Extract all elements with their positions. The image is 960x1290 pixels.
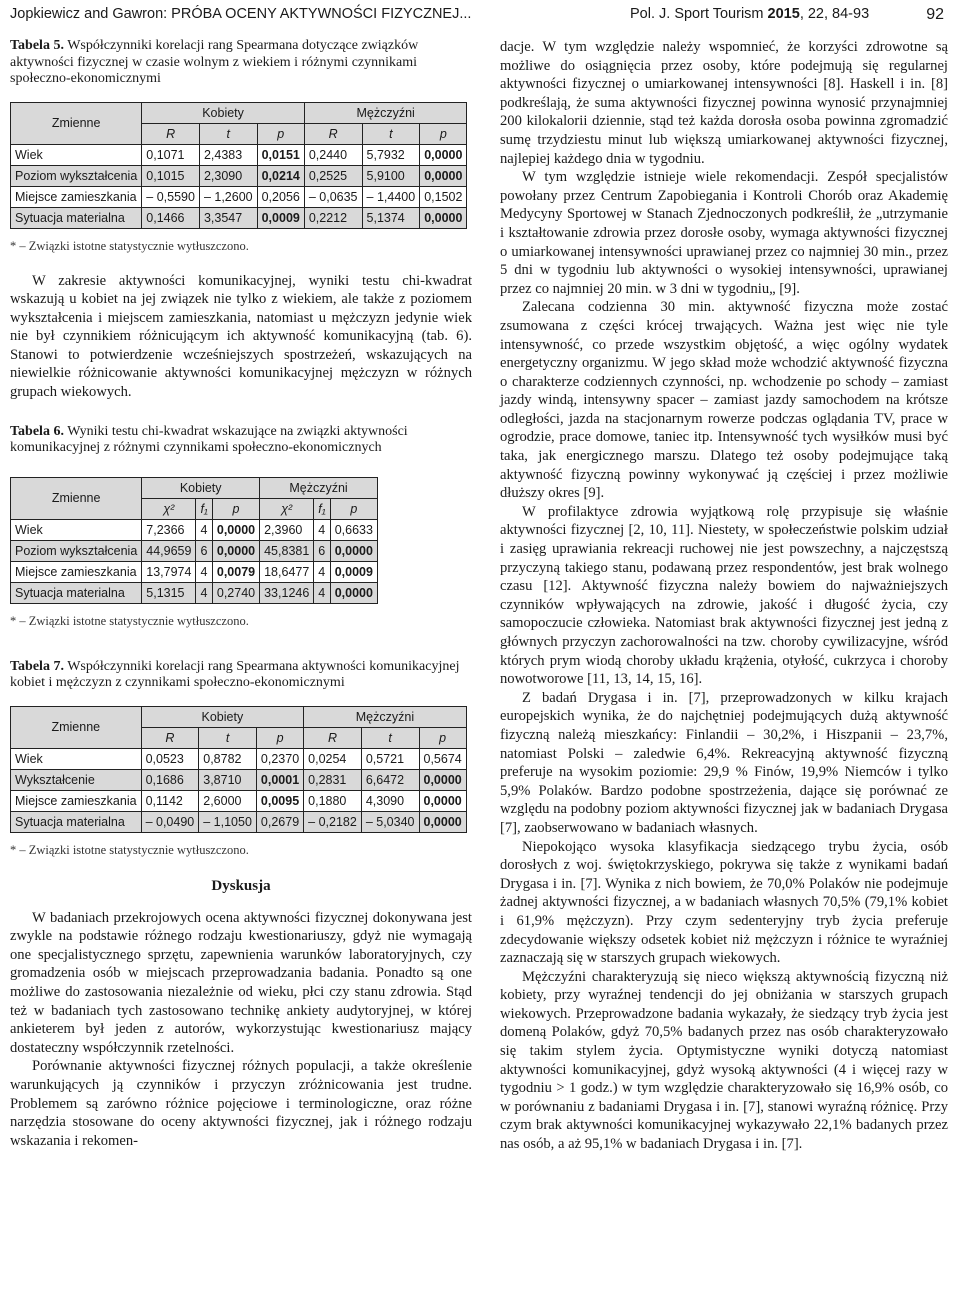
table-cell: 0,0214 bbox=[257, 165, 304, 186]
table-cell: 5,7932 bbox=[362, 144, 420, 165]
table-cell: 0,0000 bbox=[212, 540, 259, 561]
paragraph-discussion-2: Porównanie aktywności fizycznej różnych populacji, a także określenie warunkujących ją czynników i przyczyn zróżnicowania jest trudne. Problemem są zarówno różnice pojęciowe i terminologiczne, oraz różne narzędzia stosowane do oceny aktywności fizycznej, jak i różnego rodzaju wskazania i rekomen- bbox=[10, 1058, 472, 1149]
paragraph-right-3: Zalecana codzienna 30 min. aktywność fizyczna może zostać zsumowana z części krócej trwających. Ważna jest więc nie tyle intensywność, co przede wszystkim objętość, a więc ogólny wydatek energetyczny organizmu. W jego skład może wchodzić aktywność fizyczna o charakterze codziennych czynności, np. wchodzenie po schody – zamiast jazdy windą, intensywny spacer – zamiast jazdy samochodem na krótsze odległości, jazda na stacjonarnym rowerze podczas oglądania TV, prace w ogrodzie, prace domowe, taniec itp. Intensywność tych wysiłków musi być taka, jak energicznego marszu. Dlatego też osoby podejmujące taką aktywność fizyczną powinny wykonywać ją częściej i przez możliwie dłuższy okres [9]. bbox=[500, 299, 948, 502]
table-cell: 0,0000 bbox=[212, 519, 259, 540]
table-cell: – 1,4400 bbox=[362, 186, 420, 207]
table5-note: * – Związki istotne statystycznie wytłuszczono. bbox=[10, 238, 249, 253]
table-row bbox=[11, 186, 467, 207]
table7-header-women: Kobiety bbox=[141, 706, 304, 727]
table-cell: 0,2831 bbox=[304, 769, 362, 790]
table-cell: 0,6633 bbox=[330, 519, 377, 540]
table5 bbox=[10, 102, 467, 229]
page-number: 92 bbox=[926, 6, 944, 23]
table6-subheader-cell: p bbox=[212, 498, 259, 519]
table5-subheader-cell: R bbox=[304, 123, 362, 144]
table-cell: – 0,0635 bbox=[304, 186, 362, 207]
table-cell: – 1,1050 bbox=[199, 811, 257, 832]
paragraph-right-5: Z badań Drygasa i in. [7], przeprowadzonych w kilku krajach europejskich wynika, że do najchętniej podejmujących dużą aktywność fizyczną należą mieszkańcy: Finlandii – 30,2%, i Hiszpanii – 23,7%, natomiast Polski – zaledwie 6,4%. Rekreacyjną aktywność fizyczną preferuje na wysokim poziomie: 29,9 % Finów, 19,9% Niemców i tylko 5,9% Polaków. Bardzo podobne spostrzeżenia, dające się porównać ze względu na podobny poziom aktywności fizycznej jak w badaniach Drygasa [7], zaobserwowano w badaniach własnych. bbox=[500, 689, 948, 836]
row-label: Sytuacja materialna bbox=[11, 207, 142, 228]
table-row bbox=[11, 519, 378, 540]
table5-header-variables: Zmienne bbox=[11, 102, 142, 144]
table-cell: 0,0000 bbox=[330, 540, 377, 561]
table-row bbox=[11, 207, 467, 228]
table-cell: 0,0079 bbox=[212, 561, 259, 582]
table-cell: 0,1880 bbox=[304, 790, 362, 811]
table-cell: 0,2370 bbox=[256, 748, 303, 769]
row-label: Miejsce zamieszkania bbox=[11, 561, 142, 582]
table-cell: 5,9100 bbox=[362, 165, 420, 186]
table-cell: 4,3090 bbox=[361, 790, 419, 811]
header-authors-title: Jopkiewicz and Gawron: PRÓBA OCENY AKTYWNOŚCI FIZYCZNEJ... bbox=[10, 6, 472, 22]
table-cell: 0,0000 bbox=[420, 165, 467, 186]
table-cell: 0,0000 bbox=[419, 811, 466, 832]
table-cell: 0,1071 bbox=[142, 144, 200, 165]
table-cell: 0,5721 bbox=[361, 748, 419, 769]
table-cell: 44,9659 bbox=[142, 540, 196, 561]
table5-header-women: Kobiety bbox=[142, 102, 305, 123]
table-cell: 6 bbox=[196, 540, 212, 561]
table-cell: 0,2679 bbox=[256, 811, 303, 832]
table-row bbox=[11, 790, 467, 811]
table-cell: 4 bbox=[196, 561, 212, 582]
table-cell: 0,2525 bbox=[304, 165, 362, 186]
table-cell: 0,0009 bbox=[257, 207, 304, 228]
paragraph-right-7: Mężczyźni charakteryzują się nieco większą aktywnością fizyczną niż kobiety, przy wyraźnej tendencji do jej obniżania w starszych grupach wiekowych. Przeprowadzone badania wykazały, że siedzący tryb życia jest domeną Polaków, gdyż 70,5% badanych przez nas osób charakteryzowało się takim stylem życia. Optymistyczne wyniki dotyczą natomiast aktywności komunikacyjnej, gdyż wysoką aktywności (4 i więcej razy w tygodniu > 1 godz.) w tym względzie charakteryzowało się 16,9% osób, co w porównaniu z badaniami Drygasa i in. [7], stanowi wyraźną różnicę. Przy czym brak aktywności komunikacyjnej wykazywało 22,1% badanych przez nas osób, a aż 95,1% w badaniach Drygasa i in. [7]. bbox=[500, 968, 948, 1153]
table-cell: 0,1686 bbox=[141, 769, 199, 790]
paragraph-right-4: W profilaktyce zdrowia wyjątkową rolę przypisuje się właśnie aktywności fizycznej [2, 10, 11]. Niestety, w społeczeństwie polskim udział i zasięg uprawiania rekreacji ruchowej nie jest powszechny, a najczęstszą przyczyną takiego stanu, podawaną przez respondentów, jest brak wolnego czasu [12]. Aktywność fizyczna należy bowiem do najważniejszych czynników wpływających na zdrowie, jakość i długość życia, czy samopoczucie człowieka. Natomiast brak aktywności fizycznej jest jedną z głównych przyczyn zachorowalności na tzw. choroby cywilizacyjne, wśród których prym wiodą choroby układu krążenia, otyłość, cukrzyca i choroby nowotworowe [11, 13, 14, 15, 16]. bbox=[500, 503, 948, 688]
table-cell: 0,5674 bbox=[419, 748, 466, 769]
table-cell: 0,1015 bbox=[142, 165, 200, 186]
table-cell: 33,1246 bbox=[260, 582, 314, 603]
table5-subheader-cell: t bbox=[199, 123, 257, 144]
table-cell: 18,6477 bbox=[260, 561, 314, 582]
table6 bbox=[10, 477, 378, 604]
table-cell: 0,0001 bbox=[256, 769, 303, 790]
table-cell: 0,0254 bbox=[304, 748, 362, 769]
running-header bbox=[10, 6, 950, 30]
table-cell: 2,4383 bbox=[199, 144, 257, 165]
table-cell: 0,0151 bbox=[257, 144, 304, 165]
row-label: Wiek bbox=[11, 144, 142, 165]
table-cell: 13,7974 bbox=[142, 561, 196, 582]
table-row bbox=[11, 582, 378, 603]
table-cell: – 0,2182 bbox=[304, 811, 362, 832]
table-cell: 4 bbox=[314, 561, 330, 582]
table-cell: 0,0000 bbox=[419, 769, 466, 790]
table6-header-women: Kobiety bbox=[142, 477, 260, 498]
table-row bbox=[11, 561, 378, 582]
table-cell: 3,8710 bbox=[199, 769, 257, 790]
table7-subheader-cell: p bbox=[419, 727, 466, 748]
table-cell: 5,1374 bbox=[362, 207, 420, 228]
table5-subheader-cell: R bbox=[142, 123, 200, 144]
table-cell: 0,1142 bbox=[141, 790, 199, 811]
row-label: Wykształcenie bbox=[11, 769, 142, 790]
paragraph-right-1: dacje. W tym względzie należy wspomnieć, że korzyści zdrowotne są możliwe do osiągnięcia przez osoby, które podejmują się regularnej aktywności fizycznej o umiarkowanej intensywności [8]. Haskell i in. [8] podkreślają, że suma aktywności fizycznej powinna wynosić przynajmniej 200 kilokalorii dziennie, stąd też każda dorosła osoba powinna zgromadzić sumę trzydziestu minut lub większą umiarkowanej aktywności fizycznej, najlepiej każdego dnia w tygodniu. bbox=[500, 39, 948, 167]
table-cell: 0,0523 bbox=[141, 748, 199, 769]
table-cell: 0,1466 bbox=[142, 207, 200, 228]
paragraph-communication-activity: W zakresie aktywności komunikacyjnej, wyniki testu chi-kwadrat wskazują u kobiet na jej związek nie tylko z wiekiem, ale także z poziomem wykształcenia i miejscem zamieszkania, natomiast u mężczyzn jedynie wiek nie był czynnikiem różnicującym ich aktywność komunikacyjną (tab. 6). Stanowi to potwierdzenie wcześniejszych spostrzeżeń, wskazujących na niewielkie różnicowanie aktywności komunikacyjnej mężczyzn w różnych grupach wiekowych. bbox=[10, 272, 472, 401]
row-label: Poziom wykształcenia bbox=[11, 165, 142, 186]
table-cell: 2,6000 bbox=[199, 790, 257, 811]
table-cell: 0,0000 bbox=[420, 207, 467, 228]
table6-subheader-cell: χ² bbox=[260, 498, 314, 519]
table-cell: 0,2440 bbox=[304, 144, 362, 165]
table6-header-men: Mężczyźni bbox=[260, 477, 378, 498]
table-row bbox=[11, 769, 467, 790]
header-journal: Pol. J. Sport Tourism 2015, 22, 84-93 bbox=[630, 6, 870, 22]
section-title: Dyskusja bbox=[211, 877, 271, 894]
table5-subheader-cell: t bbox=[362, 123, 420, 144]
table6-caption: Tabela 6. Wyniki testu chi-kwadrat wskazujące na związki aktywności komunikacyjnej z różnymi czynnikami społeczno-ekonomicznych bbox=[10, 423, 408, 456]
table5-subheader-cell: p bbox=[420, 123, 467, 144]
table-cell: 0,1502 bbox=[420, 186, 467, 207]
row-label: Miejsce zamieszkania bbox=[11, 790, 142, 811]
paragraph-right-6: Niepokojąco wysoka klasyfikacja siedzącego trybu życia, osób dorosłych z woj. świętokrzyskiego, pokrywa się także z wynikami badań Drygasa i in. [7]. Wynika z nich bowiem, że 70,0% Polaków nie podejmuje żadnej aktywności fizycznej, a w badaniach własnych 70,5% (79,1% kobiet i 61,9% mężczyzn). Przy czym sedenteryjny tryb życia preferuje zdecydowanie większy odsetek kobiet niż mężczyzn i różnice te wyraźniej zaznaczają się w starszych grupach wiekowych. bbox=[500, 838, 948, 967]
table-cell: – 0,5590 bbox=[142, 186, 200, 207]
table7-caption: Tabela 7. Współczynniki korelacji rang Spearmana aktywności komunikacyjnej kobiet i mężczyzn z czynnikami społeczno-ekonomicznymi bbox=[10, 658, 460, 691]
table-cell: 0,8782 bbox=[199, 748, 257, 769]
table-cell: 4 bbox=[196, 582, 212, 603]
table-cell: 0,0000 bbox=[330, 582, 377, 603]
paragraph-right-2: W tym względzie istnieje wiele rekomendacji. Zespół specjalistów powołany przez Centrum Zapobiegania i Kontroli Chorób oraz Akademię Medycyny Sportowej w Stanach Zjednoczonych podkreślił, że „utrzymanie i kształtowanie zdrowia przez dorosłe osoby, wymaga aktywności fizycznej o umiarkowanej intensywności uprawianej przez co najmniej 30 min., przez 5 dni w tygodniu lub aktywności o wysokiej intensywności, uprawianej przez co najmniej 20 min. w 3 dni w tygodniu„ [9]. bbox=[500, 169, 948, 297]
table-cell: 2,3960 bbox=[260, 519, 314, 540]
table6-subheader-cell: χ² bbox=[142, 498, 196, 519]
table6-subheader-cell: f₁ bbox=[314, 498, 330, 519]
table-cell: 7,2366 bbox=[142, 519, 196, 540]
table6-subheader-cell: p bbox=[330, 498, 377, 519]
table7-header-variables: Zmienne bbox=[11, 706, 142, 748]
table-cell: 0,2056 bbox=[257, 186, 304, 207]
table-row bbox=[11, 144, 467, 165]
table7-note: * – Związki istotne statystycznie wytłuszczono. bbox=[10, 842, 249, 857]
table-cell: 0,0000 bbox=[419, 790, 466, 811]
table-cell: 0,0095 bbox=[256, 790, 303, 811]
table6-header-variables: Zmienne bbox=[11, 477, 142, 519]
table6-note: * – Związki istotne statystycznie wytłuszczono. bbox=[10, 613, 249, 628]
table-cell: 3,3547 bbox=[199, 207, 257, 228]
table-cell: 0,2212 bbox=[304, 207, 362, 228]
row-label: Miejsce zamieszkania bbox=[11, 186, 142, 207]
table5-caption: Tabela 5. Współczynniki korelacji rang Spearmana dotyczące związków aktywności fizycznej w czasie wolnym z wiekiem i różnymi czynnikami społeczno-ekonomicznymi bbox=[10, 38, 419, 86]
table-cell: 0,0009 bbox=[330, 561, 377, 582]
right-column bbox=[500, 38, 948, 1154]
row-label: Wiek bbox=[11, 748, 142, 769]
table-row bbox=[11, 811, 467, 832]
table-cell: 45,8381 bbox=[260, 540, 314, 561]
table-cell: 0,2740 bbox=[212, 582, 259, 603]
row-label: Poziom wykształcenia bbox=[11, 540, 142, 561]
table-cell: 5,1315 bbox=[142, 582, 196, 603]
row-label: Sytuacja materialna bbox=[11, 582, 142, 603]
table-row bbox=[11, 540, 378, 561]
table-row bbox=[11, 748, 467, 769]
table7-subheader-cell: t bbox=[199, 727, 257, 748]
table5-header-men: Mężczyźni bbox=[304, 102, 467, 123]
table7-subheader-cell: R bbox=[304, 727, 362, 748]
row-label: Wiek bbox=[11, 519, 142, 540]
table-cell: 4 bbox=[314, 519, 330, 540]
table-cell: 6,6472 bbox=[361, 769, 419, 790]
table5-subheader-cell: p bbox=[257, 123, 304, 144]
table7-header-men: Mężczyźni bbox=[304, 706, 467, 727]
table-cell: 0,0000 bbox=[420, 144, 467, 165]
table-cell: 4 bbox=[314, 582, 330, 603]
table-row bbox=[11, 165, 467, 186]
table7-subheader-cell: p bbox=[256, 727, 303, 748]
table7-subheader-cell: R bbox=[141, 727, 199, 748]
table7-subheader-cell: t bbox=[361, 727, 419, 748]
table-cell: – 5,0340 bbox=[361, 811, 419, 832]
table-cell: – 1,2600 bbox=[199, 186, 257, 207]
left-column bbox=[10, 38, 472, 1150]
table-cell: 2,3090 bbox=[199, 165, 257, 186]
table6-subheader-cell: f₁ bbox=[196, 498, 212, 519]
table-cell: – 0,0490 bbox=[141, 811, 199, 832]
table-cell: 6 bbox=[314, 540, 330, 561]
table-cell: 4 bbox=[196, 519, 212, 540]
paragraph-discussion-1: W badaniach przekrojowych ocena aktywności fizycznej dokonywana jest zwykle na podstawie różnego rodzaju kwestionariuszy, gdyż nie wymagają one specjalistycznego sprzętu, zapewnienia warunków laboratoryjnych, czy gromadzenia osób w miejscach przeprowadzania badania. Ponadto są one możliwe do zastosowania niezależnie od wieku, płci czy stanu zdrowia. Stąd też w badaniach tych zastosowano technikę ankiety audytoryjnej, w której ankieterem był jeden z autorów, wykorzystując kwestionariusz mający dostateczny współczynnik rzetelności. bbox=[10, 909, 472, 1056]
table7 bbox=[10, 706, 467, 833]
row-label: Sytuacja materialna bbox=[11, 811, 142, 832]
